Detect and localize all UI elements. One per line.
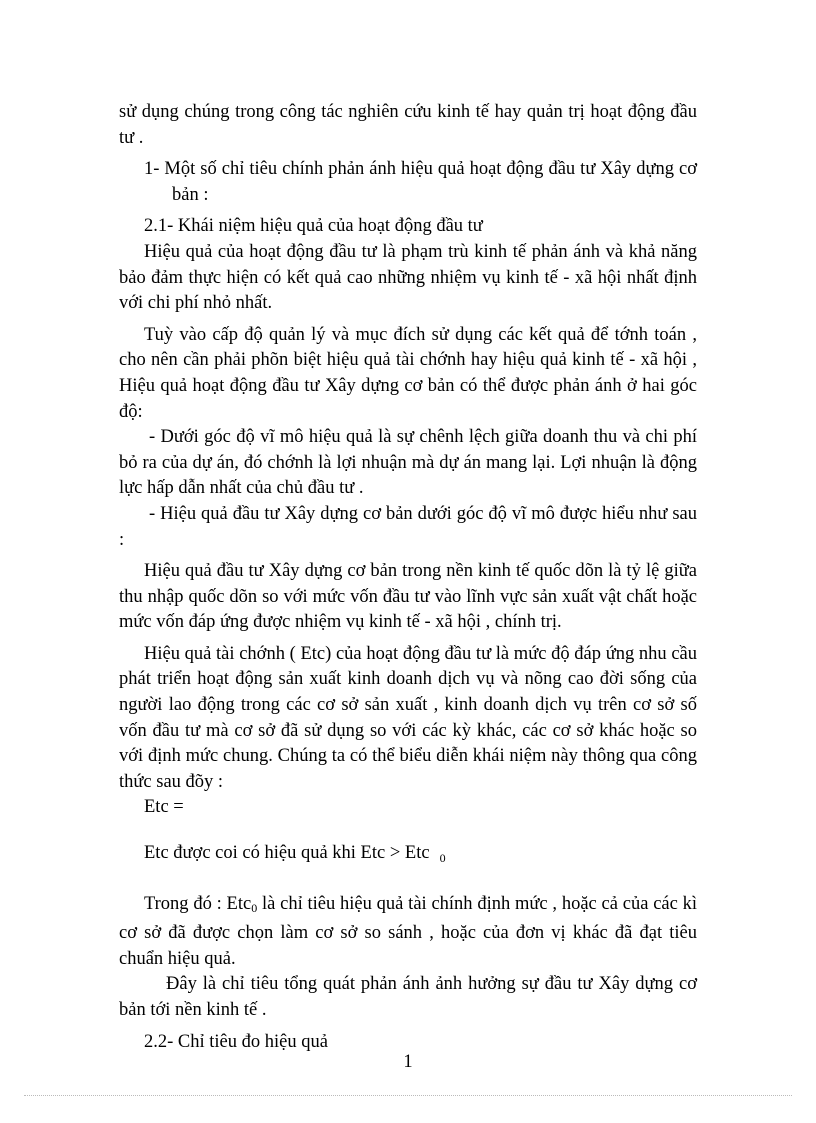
paragraph-management-levels: Tuỳ vào cấp độ quản lý và mục đích sử dụng các kết quả để tớnh toán , cho nên cần phải phõn biệt hiệu quả tài chớnh hay hiệu quả kinh tế - xã hội , Hiệu quả hoạt động đầu tư Xây dựng cơ bản có thể được phản ánh ở hai góc độ: (119, 324, 697, 422)
continuation-paragraph: sử dụng chúng trong công tác nghiên cứu kinh tế hay quản trị hoạt động đầu tư . (119, 102, 697, 148)
condition-subscript: 0 (439, 851, 446, 866)
footer-divider (24, 1095, 792, 1096)
page-number: 1 (403, 1052, 413, 1072)
condition-text: Etc được coi có hiệu quả khi Etc > Etc (144, 843, 430, 864)
page-body (119, 100, 697, 1055)
paragraph-efficiency-definition: Hiệu quả của hoạt động đầu tư là phạm trù kinh tế phản ánh và khả năng bảo đảm thực hiện có kết quả cao những nhiệm vụ kinh tế - xã hội nhất định với chi phí nhỏ nhất. (119, 241, 697, 314)
formula-line: Etc = (144, 797, 184, 818)
where-prefix: Trong đó : Etc (144, 893, 252, 914)
bullet-micro-view: - Dưới góc độ vĩ mô hiệu quả là sự chênh lệch giữa doanh thu và chi phí bỏ ra của dự án, đó chớnh là lợi nhuận mà dự án mang lại. Lợi nhuận là động lực hấp dẫn nhất của chủ đầu tư . (119, 427, 697, 499)
section-heading-1: 1- Một số chỉ tiêu chính phản ánh hiệu quả hoạt động đầu tư Xây dựng cơ bản : (144, 159, 697, 205)
paragraph-general-indicator: Đây là chỉ tiêu tổng quát phản ánh ảnh hưởng sự đầu tư Xây dựng cơ bản tới nền kinh tế . (119, 974, 697, 1020)
where-text: là chỉ tiêu hiệu quả tài chính định mức , hoặc cả của các kì cơ sở đã được chọn làm cơ sở so sánh , hoặc của đơn vị khác đã đạt tiêu chuẩn hiệu quả. (119, 893, 698, 969)
section-heading-2-1: 2.1- Khái niệm hiệu quả của hoạt động đầu tư (144, 216, 483, 237)
paragraph-where (119, 892, 697, 973)
bullet-macro-view: - Hiệu quả đầu tư Xây dựng cơ bản dưới góc độ vĩ mô được hiểu như sau : (119, 503, 697, 550)
paragraph-national-income: Hiệu quả đầu tư Xây dựng cơ bản trong nền kinh tế quốc dõn là tỷ lệ giữa thu nhập quốc dõn so với mức vốn đầu tư vào lĩnh vực sản xuất vật chất hoặc mức vốn đáp ứng được nhiệm vụ kinh tế - xã hội , chính trị. (119, 561, 697, 633)
section-heading-2-2: 2.2- Chỉ tiêu đo hiệu quả (144, 1031, 328, 1052)
condition-line (119, 841, 697, 872)
where-subscript: 0 (251, 900, 258, 915)
paragraph-financial-efficiency: Hiệu quả tài chớnh ( Etc) của hoạt động đầu tư là mức độ đáp ứng nhu cầu phát triển hoạt động sản xuất kinh doanh dịch vụ và nõng cao đời sống của người lao động trong các cơ sở sản xuất , kinh doanh dịch vụ trên cơ sở số vốn đầu tư mà cơ sở đã sử dụng so với các kỳ khác, các cơ sở khác hoặc so với định mức chung. Chúng ta có thể biểu diễn khái niệm này thông qua công thức sau đõy : (119, 643, 697, 792)
